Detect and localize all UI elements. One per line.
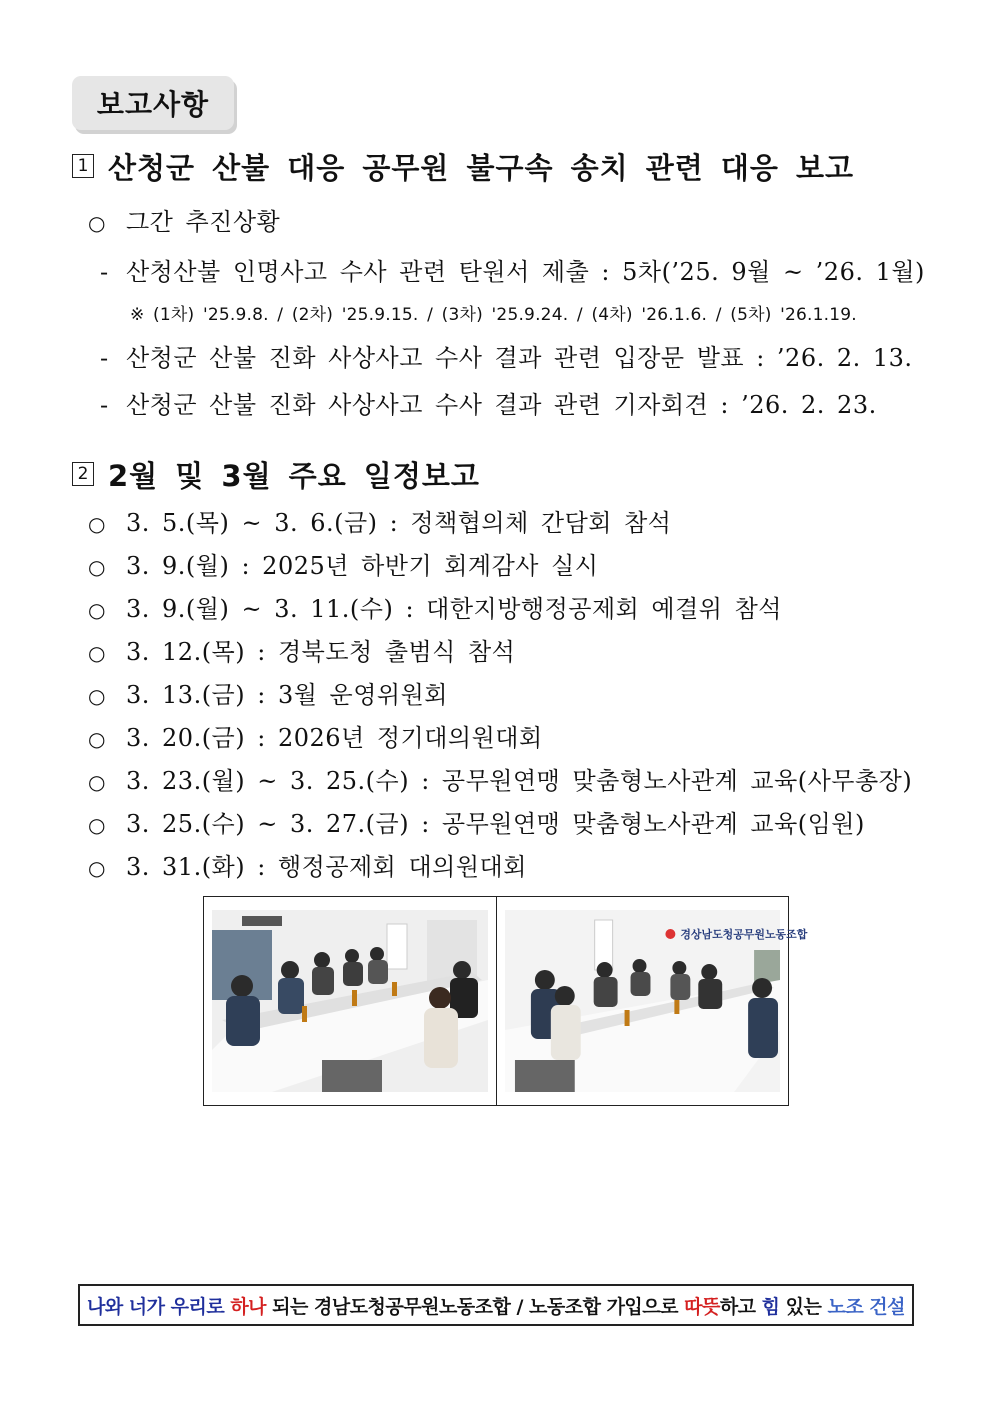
photo-cell-right: [496, 897, 808, 1105]
section1-title: 산청군 산불 대응 공무원 불구속 송치 관련 대응 보고: [108, 150, 855, 185]
circle-bullet-icon: ○: [88, 684, 106, 708]
section1-dash-item: [100, 385, 877, 420]
schedule-item-text: 3. 25.(수) ~ 3. 27.(금) : 공무원연맹 맞춤형노사관계 교육(임원): [126, 810, 865, 838]
schedule-item-text: 3. 9.(월) ~ 3. 11.(수) : 대한지방행정공제회 예결위 참석: [126, 595, 782, 623]
circle-bullet-icon: ○: [88, 727, 106, 751]
section1-item-text: 산청군 산불 진화 사상사고 수사 결과 관련 입장문 발표 : ’26. 2. 13.: [126, 344, 913, 372]
schedule-item: [88, 804, 865, 839]
dash-bullet-icon: -: [100, 344, 109, 372]
circle-bullet-icon: ○: [88, 598, 106, 622]
footer-slogan-part: 힘: [761, 1295, 780, 1318]
dash-bullet-icon: -: [100, 258, 109, 286]
footer-slogan-part: 되는 경남도청공무원노동조합 / 노동조합 가입으로: [266, 1295, 685, 1318]
dash-bullet-icon: -: [100, 391, 109, 419]
union-banner-text: 경상남도청공무원노동조합: [680, 927, 808, 942]
schedule-item: [88, 589, 782, 624]
meeting-photo-left: [212, 910, 488, 1092]
schedule-item-text: 3. 13.(금) : 3월 운영위원회: [126, 681, 448, 709]
circle-bullet-icon: ○: [88, 813, 106, 837]
circle-bullet-icon: ○: [88, 770, 106, 794]
footer-slogan-part: 있는: [779, 1295, 828, 1318]
section1-number: 1: [72, 154, 94, 178]
section-tag: 보고사항: [72, 76, 234, 130]
section1-note: ※ (1차) '25.9.8. / (2차) '25.9.15. / (3차) '25.9.24. / (4차) '26.1.6. / (5차) '26.1.19.: [130, 305, 857, 325]
section1-bullet-item: [88, 202, 280, 237]
footer-slogan-part: 하나: [230, 1295, 267, 1318]
footer-slogan-part: 따뜻: [684, 1295, 720, 1318]
photo-table: [203, 896, 808, 1106]
schedule-item: [88, 675, 448, 710]
footer-slogan-part: 노조 건설: [827, 1295, 905, 1318]
section1-dash-item: [100, 252, 925, 287]
schedule-item: [88, 503, 671, 538]
section2-number: 2: [72, 462, 94, 486]
footer-slogan-part: 나와 너가 우리로: [86, 1295, 231, 1318]
footer-slogan: [78, 1284, 914, 1326]
schedule-item-text: 3. 20.(금) : 2026년 정기대의원대회: [126, 724, 543, 752]
footer-slogan-part: 하고: [719, 1295, 762, 1318]
circle-bullet-icon: ○: [88, 555, 106, 579]
circle-bullet-icon: ○: [88, 512, 106, 536]
schedule-item-text: 3. 31.(화) : 행정공제회 대의원대회: [126, 853, 527, 881]
photo-cell-left: [204, 897, 496, 1105]
meeting-photo-right: [505, 910, 808, 1092]
schedule-item-text: 3. 23.(월) ~ 3. 25.(수) : 공무원연맹 맞춤형노사관계 교육(사무총장): [126, 767, 913, 795]
section1-heading: [72, 148, 854, 184]
schedule-item-text: 3. 12.(목) : 경북도청 출범식 참석: [126, 638, 516, 666]
circle-bullet-icon: ○: [88, 641, 106, 665]
schedule-item: [88, 632, 515, 667]
circle-bullet-icon: ○: [88, 856, 106, 880]
schedule-item-text: 3. 5.(목) ~ 3. 6.(금) : 정책협의체 간담회 참석: [126, 509, 672, 537]
section1-item-text: 산청산불 인명사고 수사 관련 탄원서 제출 : 5차(’25. 9월 ~ ’26. 1월): [126, 258, 925, 286]
schedule-item: [88, 761, 912, 796]
schedule-item: [88, 718, 543, 753]
section2-title: 2월 및 3월 주요 일정보고: [108, 458, 480, 493]
section1-bullet-text: 그간 추진상황: [126, 208, 281, 236]
section1-item-text: 산청군 산불 진화 사상사고 수사 결과 관련 기자회견 : ’26. 2. 23.: [126, 391, 877, 419]
meeting-scene-left: [212, 910, 488, 1092]
meeting-scene-right: [505, 910, 808, 1092]
footer-slogan-text: [87, 1292, 905, 1319]
circle-bullet-icon: ○: [88, 211, 106, 235]
schedule-item: [88, 847, 527, 882]
section2-heading: [72, 456, 480, 492]
schedule-item-text: 3. 9.(월) : 2025년 하반기 회계감사 실시: [126, 552, 599, 580]
schedule-item: [88, 546, 598, 581]
section1-dash-item: [100, 338, 913, 373]
